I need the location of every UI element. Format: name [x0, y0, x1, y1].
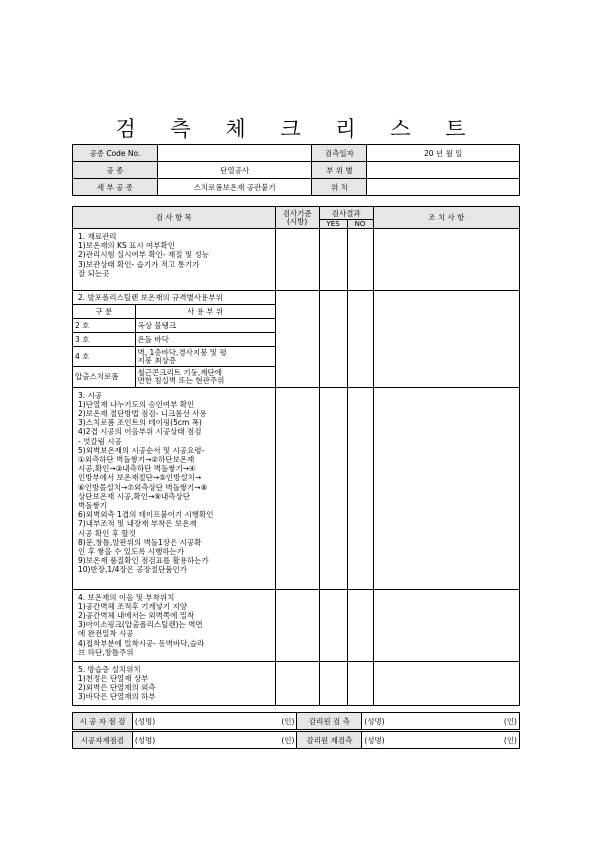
s5-line: 2)외벽은 단열재의 외측: [78, 682, 156, 692]
section-3-action[interactable]: [373, 387, 519, 589]
s2-kind: 압출스치로폼: [73, 367, 135, 387]
col-header-action: 조 치 사 항: [373, 207, 519, 229]
col-header-result: 검사결과: [319, 207, 373, 220]
section-3-basis[interactable]: [275, 387, 319, 589]
work-type-label: 공 종: [73, 162, 158, 179]
s3-line: 인 후 쌓을 수 있도록 시행하는가: [78, 546, 185, 556]
contractor-check-sign[interactable]: [132, 713, 297, 730]
seal-label: (인): [503, 716, 517, 726]
section-3-items: [73, 387, 276, 589]
s3-line: 6)외벽외측 1겹의 테이프붙이기 시행확인: [78, 510, 214, 520]
s3-line: 3)스치로폼 조인트의 테이핑(5cm 폭): [78, 418, 202, 428]
s2-part: 철근콘크리트 기둥,계단에 면한 침실벽 또는 현관주위: [135, 367, 275, 387]
section-5-basis[interactable]: [275, 661, 319, 705]
section-5-no[interactable]: [347, 661, 373, 705]
seal-label: (인): [503, 735, 517, 745]
s1-line: 1. 재료관리: [78, 232, 117, 241]
supervisor-check-label: 감리원 검 측: [297, 713, 362, 730]
seal-label: (인): [281, 735, 295, 745]
col-header-yes: YES: [319, 220, 347, 229]
s3-line: 7)내부조적 및 내장재 부착은 보온재: [78, 519, 197, 529]
s1-line: 2)관리시험 실시여부 확인- 재질 및 성능: [78, 250, 209, 260]
s3-line: ①외측하단 벽돌쌓기→②하단보온재: [78, 454, 195, 464]
section-5-action[interactable]: [373, 661, 519, 705]
work-code-label: 공종 Code No.: [73, 145, 158, 162]
s2-title: 2. 발포폴리스틸렌 보온재의 규격별사용부위: [73, 291, 275, 305]
s3-line: 인방부에서 보온재절단→⑤인방설치→: [78, 473, 202, 483]
detail-work-label: 세 부 공 종: [73, 179, 158, 196]
name-label: (성명): [364, 716, 385, 726]
s4-line: 브 하단,창틀주위: [78, 647, 134, 657]
supervisor-recheck-sign[interactable]: [362, 732, 520, 749]
s2-part: 옥상 물탱크: [135, 319, 275, 333]
inspection-date-label: 검측일자: [312, 145, 367, 162]
section-4-items: [73, 589, 276, 661]
supervisor-recheck-label: 감리원 재검측: [297, 732, 362, 749]
col-header-no: NO: [347, 220, 373, 229]
section-1-no[interactable]: [347, 229, 373, 291]
section-1-action[interactable]: [373, 229, 519, 291]
s4-line: 4. 보온재의 이음 및 부착위치: [78, 592, 175, 602]
name-label: (성명): [134, 716, 156, 726]
signature-row-2: [72, 731, 520, 749]
s3-line: 10)반장,1/4장은 공장절단품인가: [78, 565, 188, 575]
inspection-date-value[interactable]: 20 년 월 일: [367, 145, 520, 162]
s4-line: 2)공간벽체 내에서는 외벽쪽에 밀착: [78, 610, 195, 620]
s3-line: 시공 확인 후 할것: [78, 528, 136, 538]
s2-col-kind: 구 분: [73, 305, 135, 319]
usage-table: [73, 291, 275, 387]
s3-line: 상단보온재 시공,확인→⑨내측상단: [78, 491, 190, 501]
seal-label: (인): [281, 716, 295, 726]
section-5-items: [73, 661, 276, 705]
detail-work-value[interactable]: 스치로폼보온재 공관붙기: [157, 179, 312, 196]
work-type-value[interactable]: 단열공사: [157, 162, 312, 179]
section-2-basis[interactable]: [275, 291, 319, 388]
s1-line: 1)보온재의 KS 표시 여부확인: [78, 241, 175, 251]
location-label: 위 치: [312, 179, 367, 196]
supervisor-check-sign[interactable]: [362, 713, 520, 730]
s4-line: 에 완전밀착 시공: [78, 629, 134, 639]
s2-part: 벽, 1층바닥,경사지붕 및 평 지붕 최상층: [135, 347, 275, 367]
contractor-material-check-sign[interactable]: [132, 732, 297, 749]
section-4-yes[interactable]: [319, 589, 347, 661]
s4-line: 1)공간벽체 조적후 기계넣기 지양: [78, 601, 188, 611]
contractor-check-label: 시 공 자 점 검: [73, 713, 133, 730]
s3-line: 벽돌쌓기: [78, 500, 107, 510]
name-label: (성명): [134, 735, 156, 745]
section-2-items: [73, 291, 276, 388]
col-header-basis: 검사기준 (시방): [275, 207, 319, 229]
s3-line: 3. 시공: [78, 390, 103, 400]
page-title: 검 측 체 크 리 스 트: [115, 117, 480, 141]
s3-line: ⑥인방몰설치→⑦외측상단 벽돌쌓기→⑧: [78, 482, 208, 492]
s4-line: 4)접착부분에 밀착시공- 동벽바닥,슬라: [78, 638, 205, 648]
section-3-yes[interactable]: [319, 387, 347, 589]
s5-line: 1)천정은 단열재 상부: [78, 673, 149, 683]
section-3-no[interactable]: [347, 387, 373, 589]
section-5-yes[interactable]: [319, 661, 347, 705]
s3-line: 1)단열재 나누기도의 승인여부 확인: [78, 399, 195, 409]
s2-kind: 4 호: [73, 347, 135, 367]
contractor-material-check-label: 시공자재점검: [73, 732, 133, 749]
section-1-items: [73, 229, 276, 291]
section-4-no[interactable]: [347, 589, 373, 661]
header-table: [72, 144, 520, 196]
s3-line: - 엇갈림 시공: [78, 436, 122, 446]
section-2-no[interactable]: [347, 291, 373, 388]
s5-line: 5. 방습층 설치위치: [78, 664, 141, 674]
s3-line: 2)보온재 절단방법 점검- 니크롬선 사용: [78, 408, 207, 418]
section-4-basis[interactable]: [275, 589, 319, 661]
s2-part: 온돌 바닥: [135, 333, 275, 347]
work-code-field[interactable]: [157, 145, 312, 162]
checklist-table: [72, 206, 520, 706]
part-field[interactable]: [367, 162, 520, 179]
s3-line: 9)보온재 품질확인 점검표를 활용하는가: [78, 556, 209, 566]
name-label: (성명): [364, 735, 385, 745]
section-1-basis[interactable]: [275, 229, 319, 291]
s3-line: 시공,확인→③내측하단 벽돌쌓기→④: [78, 464, 196, 474]
s3-line: 8)문,창틀,알판위의 벽돌1장은 시공확: [78, 537, 202, 547]
section-1-yes[interactable]: [319, 229, 347, 291]
s1-line: 잘 되는곳: [78, 268, 110, 278]
part-label: 부 위 별: [312, 162, 367, 179]
section-2-yes[interactable]: [319, 291, 347, 388]
s4-line: 3)아이소핑크(압출폴리스틸렌)는 벽면: [78, 620, 203, 630]
section-4-action[interactable]: [373, 589, 519, 661]
col-header-items: 검 사 항 목: [73, 207, 276, 229]
s3-line: 5)외벽보온재의 시공순서 및 시공요령-: [78, 445, 205, 455]
section-2-action[interactable]: [373, 291, 519, 388]
location-field[interactable]: [367, 179, 520, 196]
s5-line: 3)바닥은 단열재의 하부: [78, 692, 156, 702]
s2-kind: 2 호: [73, 319, 135, 333]
s2-kind: 3 호: [73, 333, 135, 347]
signature-row-1: [72, 712, 520, 730]
s1-line: 3)보관상태 확인- 습기가 적고 통기가: [78, 259, 200, 269]
s2-col-part: 사 용 부 위: [135, 305, 275, 319]
s3-line: 4)2겹 시공의 이음부위 시공상태 점검: [78, 427, 202, 437]
